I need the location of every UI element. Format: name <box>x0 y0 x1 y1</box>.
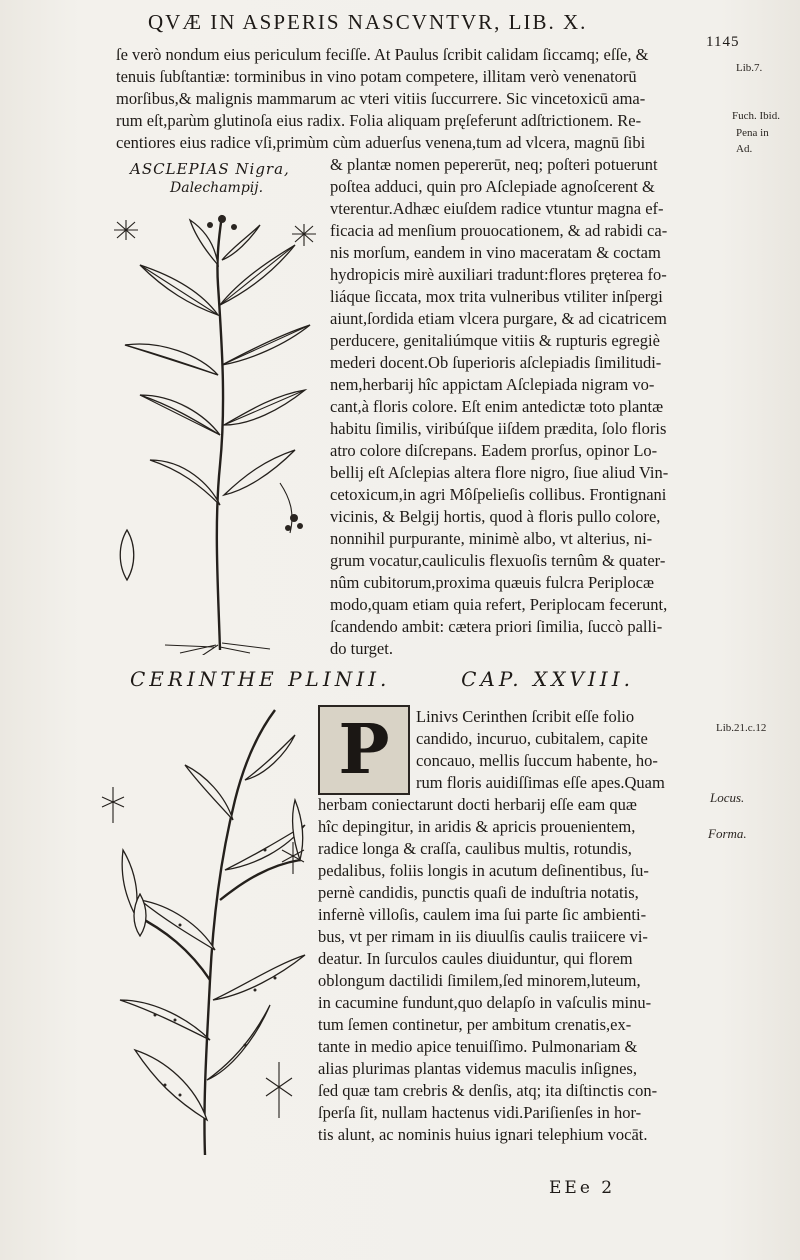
seed-pod-icon <box>112 525 142 585</box>
asclepias-nigra-illustration <box>110 205 325 655</box>
margin-note: Lib.21.c.12 <box>716 722 767 734</box>
text-line: ficacia ad menſium prouocationem, & ad rabidi ca- <box>330 221 668 240</box>
asclepias-caption-author: Dalechampij. <box>170 180 264 196</box>
text-line: ſcandendo ambit: cætera priori ſimilia, ſuccò palli- <box>330 617 663 636</box>
flower-cluster-icon <box>270 478 310 538</box>
text-line: habitu ſimilis, viribúſque iiſdem prædita, ſolo floris <box>330 419 667 438</box>
text-line: herbam coniectarunt docti herbarij eſſe eam quæ <box>318 795 637 814</box>
text-line: pedalibus, foliis longis in acutum deſinentibus, ſu- <box>318 861 649 880</box>
text-line: oblongum dactilidi ſimilem,ſed minorem,luteum, <box>318 971 641 990</box>
margin-note: Pena in <box>736 127 769 139</box>
text-line: ſed quæ tam crebris & denſis, atq; ita diſtinctis con- <box>318 1081 658 1100</box>
text-line: perducere, genitaliúmque vitiis & rupturis egregiè <box>330 331 660 350</box>
flower-detail-icon <box>262 1060 296 1120</box>
page-number: 1145 <box>706 34 740 50</box>
text-line: nis morſum, eandem in vino maceratam & coctam <box>330 243 661 262</box>
text-line: cetoxicum,in agri Môſpelieſis collibus. Frontignani <box>330 485 667 504</box>
margin-note: Forma. <box>708 826 747 841</box>
drop-cap: P <box>318 705 410 795</box>
text-line: alias plurimas plantas videmus maculis inſignes, <box>318 1059 637 1078</box>
text-line: rum floris auidiſſimas eſſe apes.Quam <box>416 773 665 792</box>
margin-note: Fuch. Ibid. <box>732 110 780 122</box>
text-line: hydropicis mirè auxiliari tradunt:flores pręterea fo- <box>330 265 667 284</box>
text-line: tenuis ſubſtantiæ: torminibus in vino potam competere, illitam verò venenatorū <box>116 67 637 86</box>
text-line: ſe verò nondum eius periculum feciſſe. At Paulus ſcribit calidam ſiccamq; eſſe, & <box>116 45 649 64</box>
text-line: liáque ſiccata, mox trita vulneribus vtiliter inſpergi <box>330 287 663 306</box>
text-line: Linivs Cerinthen ſcribit eſſe folio <box>416 707 635 726</box>
margin-note: Lib.7. <box>736 62 763 74</box>
flower-detail-icon <box>100 785 126 825</box>
chapter-title: CERINTHE PLINII. <box>130 667 391 691</box>
chapter-heading <box>130 667 634 691</box>
text-line: deatur. In ſurculos caules diuiduntur, qui florem <box>318 949 633 968</box>
text-line: grum vocatur,cauliculis flexuoſis ternûm & quater- <box>330 551 666 570</box>
text-line: nûm cubitorum,proxima quæuis fulcra Periplocæ <box>330 573 654 592</box>
text-line: hîc depingitur, in aridis & apricis prouenientem, <box>318 817 636 836</box>
text-line: nonnihil purpurante, minimè albo, vt alterius, ni- <box>330 529 653 548</box>
text-line: bus, vt per rimam in iis diuulſis caulis traiicere vi- <box>318 927 648 946</box>
text-line: bellij eſt Aſclepias altera flore nigro, ſiue aliud Vin- <box>330 463 669 482</box>
flower-detail-icon <box>280 840 306 876</box>
text-line: cant,à floris colore. Eſt enim antedictæ toto plantæ <box>330 397 664 416</box>
flower-detail-icon <box>290 222 318 248</box>
text-line: radice longa & craſſa, caulibus multis, rotundis, <box>318 839 632 858</box>
running-head: QVÆ IN ASPERIS NASCVNTVR, LIB. X. <box>148 10 588 34</box>
text-line: in cacumine fundunt,quo delapſo in vaſculis minu- <box>318 993 652 1012</box>
text-line: & plantæ nomen pepererūt, neq; poſteri potuerunt <box>330 155 658 174</box>
margin-note: Locus. <box>710 790 745 805</box>
seed-pod-icon <box>128 890 152 940</box>
text-line: vicinis, & Belgij hortis, quod à floris pullo colore, <box>330 507 661 526</box>
text-line: tis alunt, ac nominis huius ignari telephium vocāt. <box>318 1125 648 1144</box>
text-line: vterentur.Adhæc eiuſdem radice vtuntur magna ef- <box>330 199 664 218</box>
flower-detail-icon <box>112 218 140 242</box>
text-line: nem,herbarij hîc appictam Aſclepiada nigram vo- <box>330 375 655 394</box>
signature-mark: EEe 2 <box>549 1178 616 1198</box>
margin-note: Ad. <box>736 143 753 155</box>
text-line: ſperſa ſit, nullam hactenus vidi.Pariſienſes in hor- <box>318 1103 642 1122</box>
text-line: candido, incuruo, cubitalem, capite <box>416 729 648 748</box>
text-line: atro colore diſcrepans. Eadem prorſus, opinor Lo- <box>330 441 658 460</box>
text-line: tante in medio apice tenuiſſimo. Pulmonariam & <box>318 1037 638 1056</box>
text-line: do turget. <box>330 639 393 658</box>
text-line: modo,quam etiam quia refert, Periplocam fecerunt, <box>330 595 668 614</box>
text-line: centiores eius radice vſi,primùm cùm aduerſus venena,tum ad vlcera, magnū ſibi <box>116 133 646 152</box>
chapter-number: CAP. XXVIII. <box>461 667 634 691</box>
text-line: infernè villoſis, caulem ima ſui parte ſic ambienti- <box>318 905 647 924</box>
text-line: mederi docent.Ob ſuperioris aſclepiadis ſimilitudi- <box>330 353 662 372</box>
text-line: pernè candidis, punctis quaſi de induſtria notatis, <box>318 883 639 902</box>
text-line: morſibus,& malignis mammarum ac vteri vitiis ſuccurrere. Sic vincetoxicū ama- <box>116 89 646 108</box>
text-line: concauo, mellis ſuccum habente, ho- <box>416 751 658 770</box>
text-line: tum ſemen continetur, per ambitum crenatis,ex- <box>318 1015 632 1034</box>
text-line: rum eſt,parùm glutinoſa eius radix. Folia aliquam pręſeferunt adſtrictionem. Re- <box>116 111 642 130</box>
asclepias-caption: ASCLEPIAS Nigra, <box>130 160 290 178</box>
text-line: poſtea adduci, quin pro Aſclepiade agnoſcerent & <box>330 177 655 196</box>
text-line: aiunt,ſordida etiam vlcera purgare, & ad cicatricem <box>330 309 667 328</box>
